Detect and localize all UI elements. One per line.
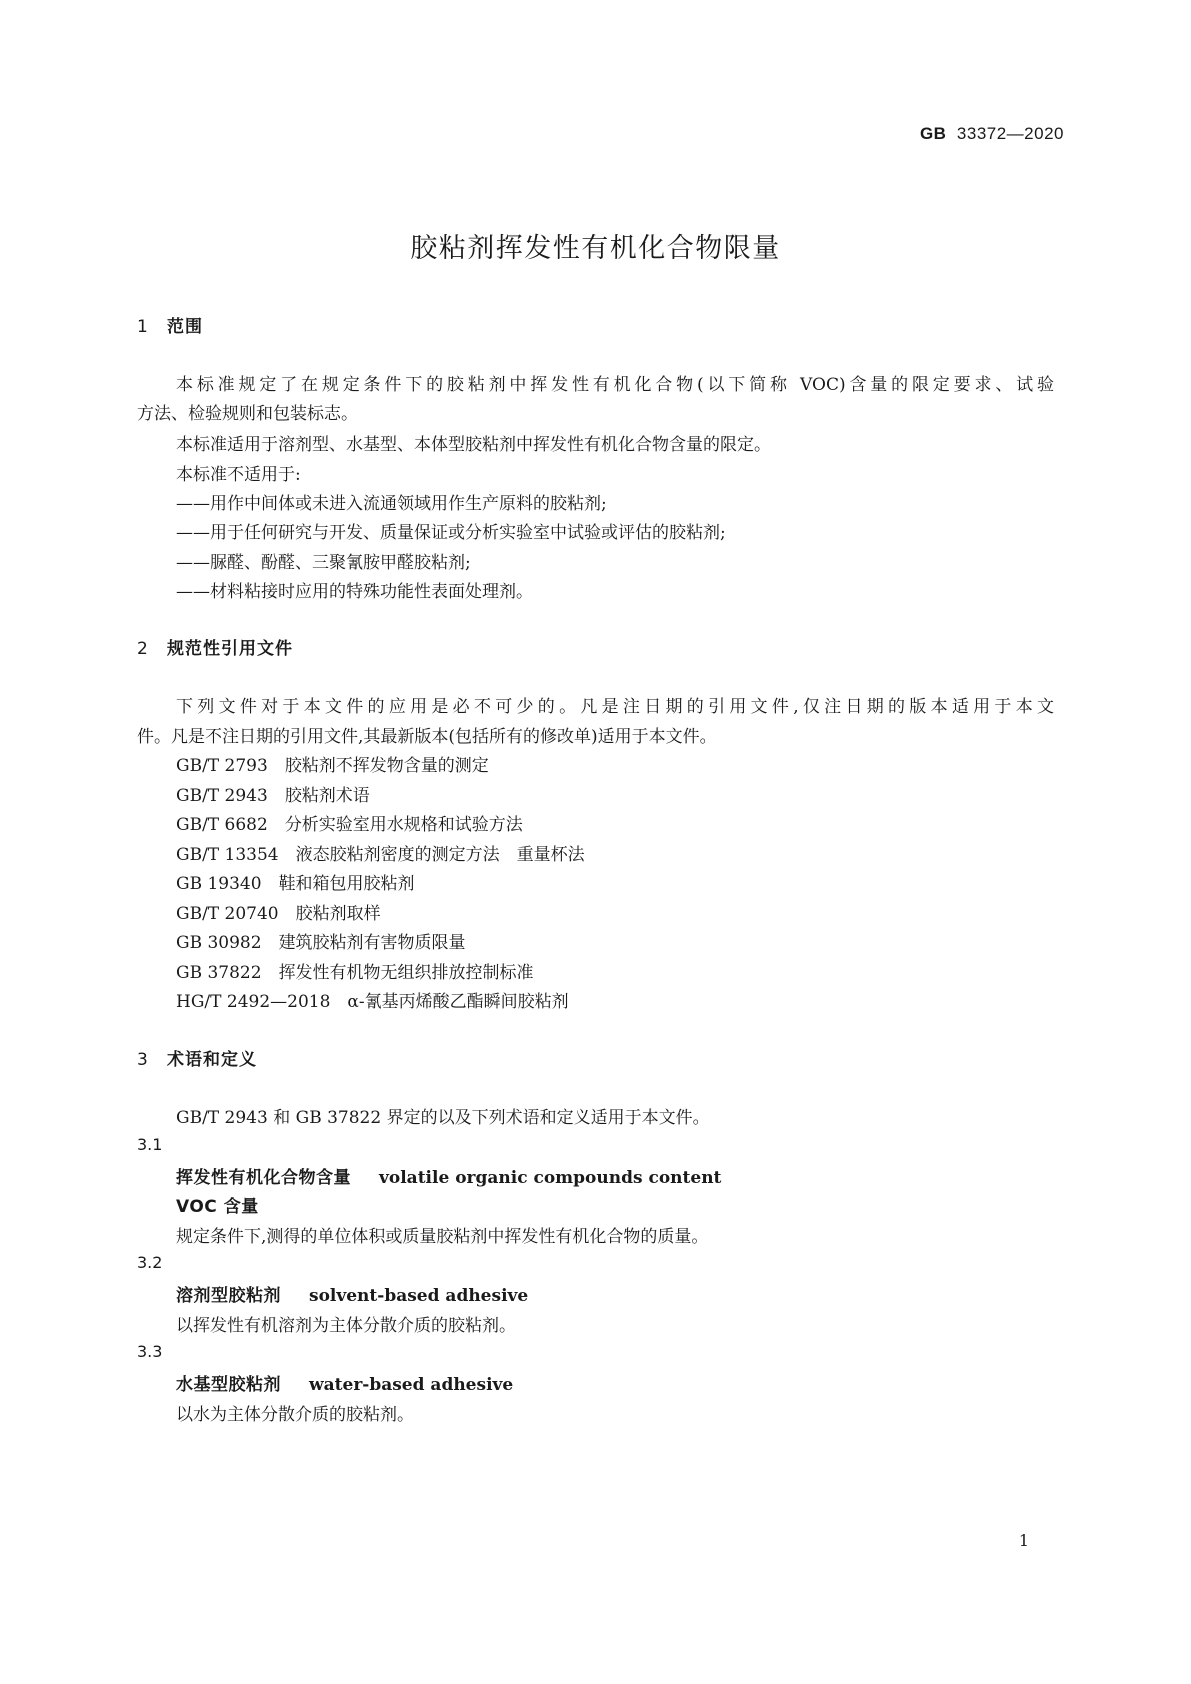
reference-title: 建筑胶粘剂有害物质限量 [278, 933, 466, 953]
section-number: 3 [137, 1050, 148, 1070]
reference-item [176, 781, 370, 806]
references-intro-line-2: 件。凡是不注日期的引用文件,其最新版本(包括所有的修改单)适用于本文件。 [137, 727, 717, 747]
section-number: 2 [137, 639, 148, 659]
standard-number [920, 124, 1064, 144]
term-english: volatile organic compounds content [379, 1168, 722, 1188]
section-heading-scope [137, 312, 203, 337]
document-title: 胶粘剂挥发性有机化合物限量 [410, 233, 781, 264]
reference-title: 胶粘剂不挥发物含量的测定 [284, 756, 489, 776]
term-alternative [176, 1192, 259, 1217]
reference-code: GB/T 6682 [176, 815, 268, 835]
term-chinese: 水基型胶粘剂 [176, 1375, 281, 1395]
reference-title: α-氰基丙烯酸乙酯瞬间胶粘剂 [347, 992, 569, 1012]
scope-exclusion-item: ——脲醛、酚醛、三聚氰胺甲醛胶粘剂; [176, 553, 471, 573]
reference-item [176, 810, 523, 835]
scope-paragraph-2: 本标准适用于溶剂型、水基型、本体型胶粘剂中挥发性有机化合物含量的限定。 [176, 435, 771, 455]
scope-exclusion-item: ——材料粘接时应用的特殊功能性表面处理剂。 [176, 582, 533, 602]
reference-code: GB 19340 [176, 874, 262, 894]
reference-item [176, 899, 381, 924]
scope-paragraph-1-line-2: 方法、检验规则和包装标志。 [137, 404, 358, 424]
term-english: solvent-based adhesive [309, 1286, 529, 1306]
standard-year: 33372—2020 [956, 124, 1064, 143]
section-heading-terms-and-definitions [137, 1045, 257, 1070]
term-definition: 规定条件下,测得的单位体积或质量胶粘剂中挥发性有机化合物的质量。 [176, 1227, 709, 1247]
section-heading-normative-references [137, 634, 293, 659]
reference-item [176, 987, 569, 1012]
reference-title: 液态胶粘剂密度的测定方法 重量杯法 [295, 845, 585, 865]
reference-title: 挥发性有机物无组织排放控制标准 [278, 963, 534, 983]
page-number: 1 [1018, 1531, 1029, 1550]
term-heading [176, 1281, 528, 1306]
reference-item [176, 869, 415, 894]
term-definition: 以水为主体分散介质的胶粘剂。 [176, 1405, 414, 1425]
terms-intro: GB/T 2943 和 GB 37822 界定的以及下列术语和定义适用于本文件。 [176, 1108, 710, 1128]
scope-paragraph-3: 本标准不适用于: [176, 465, 301, 485]
section-number: 1 [137, 317, 148, 337]
reference-code: GB/T 13354 [176, 845, 279, 865]
term-chinese: 挥发性有机化合物含量 [176, 1168, 351, 1188]
section-label: 规范性引用文件 [167, 639, 293, 659]
reference-title: 胶粘剂取样 [295, 904, 381, 924]
term-chinese: 溶剂型胶粘剂 [176, 1286, 281, 1306]
reference-item [176, 928, 466, 953]
reference-title: 鞋和箱包用胶粘剂 [278, 874, 415, 894]
scope-exclusion-item: ——用作中间体或未进入流通领域用作生产原料的胶粘剂; [176, 494, 607, 514]
reference-code: GB 37822 [176, 963, 262, 983]
standard-code: GB [919, 124, 947, 143]
reference-code: GB/T 2793 [176, 756, 268, 776]
term-number: 3.2 [137, 1253, 163, 1272]
term-number: 3.1 [137, 1135, 163, 1154]
term-heading [176, 1370, 513, 1395]
term-alt-label: VOC 含量 [176, 1197, 259, 1217]
reference-code: GB 30982 [176, 933, 262, 953]
reference-code: GB/T 2943 [176, 786, 268, 806]
reference-code: HG/T 2492—2018 [176, 992, 331, 1012]
term-number: 3.3 [137, 1342, 163, 1361]
reference-title: 胶粘剂术语 [284, 786, 370, 806]
reference-title: 分析实验室用水规格和试验方法 [284, 815, 523, 835]
term-english: water-based adhesive [309, 1375, 514, 1395]
scope-exclusion-item: ——用于任何研究与开发、质量保证或分析实验室中试验或评估的胶粘剂; [176, 523, 726, 543]
section-label: 范围 [167, 317, 203, 337]
section-label: 术语和定义 [167, 1050, 257, 1070]
term-definition: 以挥发性有机溶剂为主体分散介质的胶粘剂。 [176, 1316, 516, 1336]
scope-paragraph-1-line-1: 本标准规定了在规定条件下的胶粘剂中挥发性有机化合物(以下简称 VOC)含量的限定要求、试验 [176, 375, 1054, 395]
reference-item [176, 840, 585, 865]
reference-item [176, 958, 534, 983]
reference-code: GB/T 20740 [176, 904, 279, 924]
reference-item [176, 751, 489, 776]
references-intro-line-1: 下列文件对于本文件的应用是必不可少的。凡是注日期的引用文件,仅注日期的版本适用于本文 [176, 697, 1054, 717]
term-heading [176, 1163, 721, 1188]
